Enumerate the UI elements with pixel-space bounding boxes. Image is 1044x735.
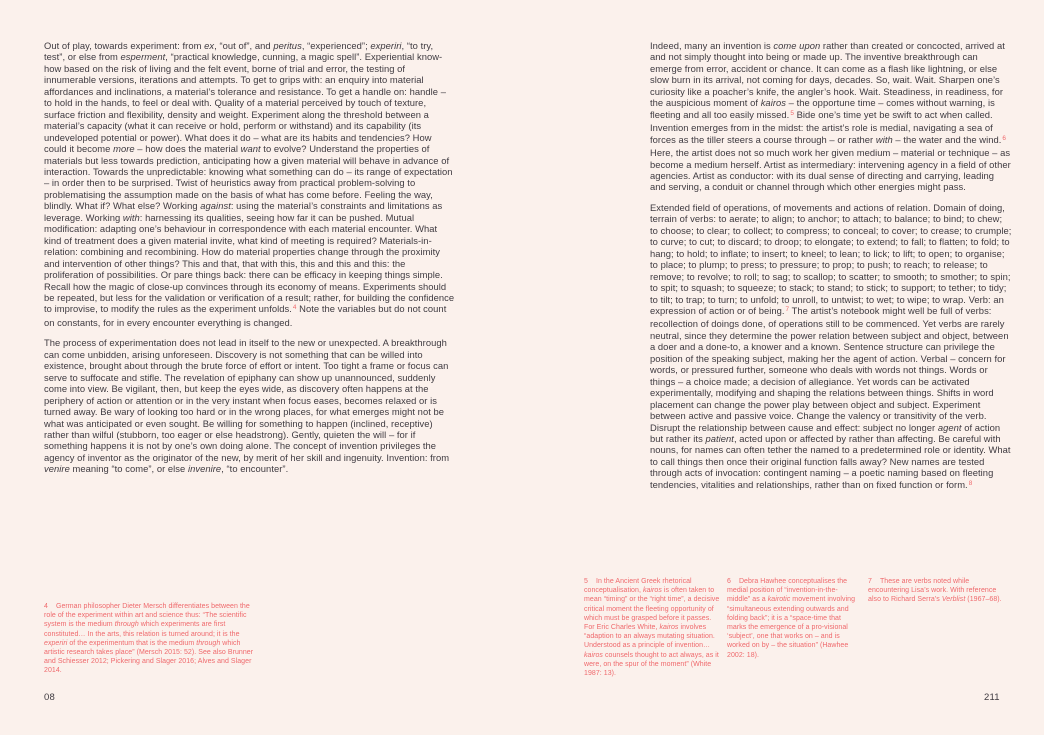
footnote-7-text: These are verbs noted while encountering Lisa’s work. With reference also to Richard Serra’s Verblist (1967–68). <box>868 578 1002 604</box>
footnote-5-text: In the Ancient Greek rhetorical conceptualisation, kairos is often taken to mean “timing” or the “right time”, a decisive critical moment the fleeting opportunity of which must be grasped before it passes. For Eric Charles White, kairos involves “adaption to an always mutating situation. Understood as a principle of invention… kairos counsels thought to act always, as it were, on the spur of the moment” (White 1987: 13). <box>584 578 720 678</box>
footnote-4 <box>44 602 259 676</box>
footnote-4-text: German philosopher Dieter Mersch differentiates between the role of the experiment within art and science thus: “The scientific system is the medium through which experiments are first constituted… In the arts, this relation is turned around; it is the experiri of the experimentum that is the medium through which artistic research takes place” (Mersch 2015: 52). See also Brunner and Schiesser 2012; Pickering and Slager 2016; Alves and Slager 2014. <box>44 603 254 675</box>
footnote-5-number: 5 <box>584 578 588 585</box>
footnote-5 <box>584 577 720 678</box>
footnote-4-number: 4 <box>44 603 48 610</box>
footnote-6-text: Debra Hawhee conceptualises the medial position of “invention-in-the-middle” as a kairotic movement involving “simultaneous extending outwards and folding back”; it is a “space-time that marks the emergence of a pro-visional ‘subject’, one that works on – and is worked on by – the situation” (Hawhee 2002: 18). <box>727 578 856 659</box>
footnote-7 <box>868 577 1010 605</box>
right-paragraph-1: Indeed, many an invention is come upon rather than created or concocted, arrived at and not simply thought into being or made up. The inventive breakthrough can emerge from error, accident or chance. It can come as a flash like lightning, or else slow burn in its arrival, not coming for days, decades. So, wait. Wait. Sharpen one’s curiosity like a poacher’s knife, the angler’s hook. Wait. Steadiness, in readiness, for the auspicious moment of kairos – the opportune time – comes without warning, is fleeting and all too easily missed.$^5$ Bide one’s time yet be swift to act when called. Invention emerges from in the midst: the artist’s role is medial, navigating a sea of forces as the tiller steers a course through – or rather with – the water and the wind.$^6$ Here, the artist does not so much work her given medium – material or technique – as become a medium herself. Artist as intermediary: intervening agency in a field of other agencies. Artist as conductor: with its dual sense of directing and carrying, leading and serving, a conduit or channel through which other energies might pass. <box>650 40 1011 193</box>
right-paragraph-2: Extended field of operations, of movements and actions of relation. Domain of doing, terrain of verbs: to aerate; to align; to anchor; to attach; to balance; to bind; to chew; to choose; to clear; to collect; to compress; to conceal; to cover; to crease; to crumple; to curve; to cut; to discard; to droop; to elongate; to extend; to fall; to flatten; to fold; to hang; to hold; to inflate; to insert; to kneel; to lean; to lick; to lift; to open; to organise; to place; to plump; to press; to pressure; to prop; to push; to reach; to release; to remove; to revolve; to roll; to sag; to scallop; to scatter; to smooth; to smother; to spin; to spit; to squash; to squeeze; to stack; to stand; to stick; to support; to tether; to tidy; to tilt; to trap; to turn; to unfold; to unroll, to untwist; to wet; to wipe; to wrap. Verb: an expression of action or of being.$^7$ The artist’s notebook might well be full of verbs: recollection of doings done, of operations still to be commenced. Yet verbs are rarely neutral, since they determine the power relation between subject and object, between a doer and a done-to, a knower and a known. Sentence structure can privilege the position of the speaking subject, making her the agent of action. Verbal – concern for words, or pressured further, someone who deals with words not things. Words or things – a choice made; a decision of allegiance. Yet words can be activated experimentally, modifying and shaping the relations between things. Shifts in word placement can change the power play between object and subject. Experiment between active and passive voice. Change the valency or transitivity of the verb. Disrupt the relationship between cause and effect: subject no longer agent of action but rather its patient, acted upon or affected by rather than affecting. Be careful with nouns, for names can often tether the named to a predetermined role or identity. What to call things then once their original function falls away? New names are tested through acts of invocation: contingent naming – a poetic naming based on fleeting tendencies, vitalities and relationships, rather than on fixed function or form.$^8$ <box>650 201 1012 490</box>
footnote-6 <box>727 577 860 660</box>
right-text-column <box>650 40 1012 501</box>
left-text-column <box>44 40 456 484</box>
left-paragraph-2: The process of experimentation does not lead in itself to the new or unexpected. A breakthrough can come unbidden, arising unforeseen. Discovery is not something that can be willed into existence, brought about through the brute force of effort or intent. Too tight a frame or focus can serve to suffocate and stifle. The revelation of epiphany can show up unannounced, suddenly come into view. Be vigilant, then, but keep the eyes wide, as discovery often happens at the periphery of action or attention or in the very instant when focus eases, becomes relaxed or is turned away. Be wary of looking too hard or in the wrong places, for what emerges might not be what was anticipated or even sought. Be willing for something to happen (inclined, receptive) rather than wilful (stubborn, too eager or else headstrong). Gently, quieten the will – for if something happens it is not by one’s own doing alone. The concept of invention privileges the agency of inventor as the originator of the new, by merit of her skill and ingenuity. Invention: from venire meaning “to come”, or else invenire, “to encounter”. <box>44 337 450 475</box>
footnote-6-number: 6 <box>727 578 731 585</box>
page-number-right: 211 <box>984 692 1000 703</box>
page-number-left: 08 <box>44 692 55 703</box>
footnote-7-number: 7 <box>868 578 872 585</box>
left-paragraph-1: Out of play, towards experiment: from ex, “out of”, and peritus, “experienced”; experiri, “to try, test”, or else from esperment, “practical knowledge, cunning, a magic spell”. Experiential know-how based on the risk of living and the felt event, borne of trial and error, the testing of innumerable versions, iterations and attempts. To get to grips with: an enquiry into material affordances and inclinations, a material’s tolerance and resistance. To get a handle on: handle – to hold in the hands, to feel or deal with. Quality of a material perceived by touch of texture, surface friction and flexibility, density and weight. Experiment along the threshold between a material’s capacity (what it can receive or hold, perform or withstand) and its capability (its undeveloped potential or power). What does it do – what are its habits and tendencies? How could it become more – how does the material want to evolve? Understand the properties of materials but less towards prediction, anticipating how a given material will behave in advance of interaction. Towards the unpredictable: knowing what something can do – its range of expectation – in order then to be surprised. Twist of heuristics away from practical problem-solving to problematising the assumption made on the basis of what has come before. Feeling the way, blindly. What if? What else? Working against: using the material’s constraints and limitations as leverage. Working with: harnessing its qualities, seeing how far it can be pushed. Mutual modification: adapting one’s behaviour in correspondence with each material encounter. What kind of treatment does a given material invite, what kind of meeting is required? Materials-in-relation: combining and recombining. How do material properties change through the proximity and intervention of other things? This and that, that with this, this and this and this: the proliferation of possibilities. Or pare things back: there can be efficacy in keeping things simple. Recall how the magic of close-up convinces through its economy of means. Experiments should be repeated, but less for the validation or verification of a result; rather, for building the confidence to improvise, to modify the rules as the experiment unfolds.$^4$ Note the variables but do not count on constants, for in every encounter everything is changed. <box>44 40 455 328</box>
